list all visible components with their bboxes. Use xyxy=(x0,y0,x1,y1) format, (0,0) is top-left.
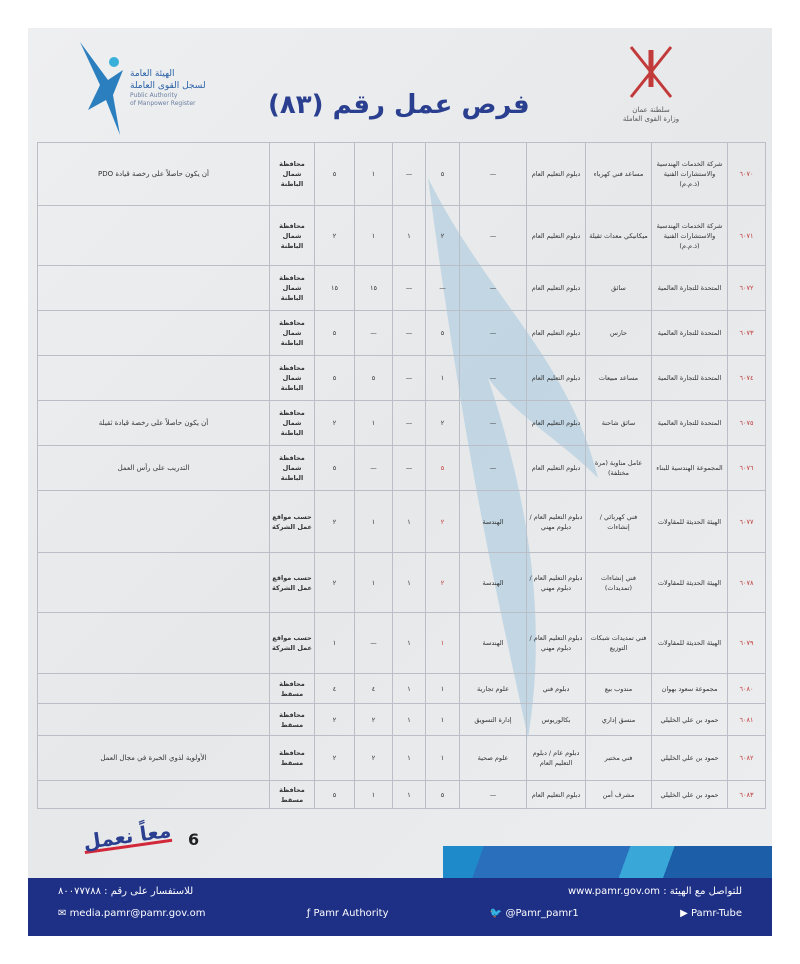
qualification-cell: دبلوم التعليم العام xyxy=(527,446,586,491)
company-cell: الهيئة الحديثة للمقاولات xyxy=(652,491,728,553)
job-code-cell: ٦٠٧٨ xyxy=(728,553,766,613)
company-cell: شركة الخدمات الهندسية والاستشارات الفنية (ذ.م.م) xyxy=(652,143,728,206)
table-row xyxy=(38,613,766,674)
job-code-cell: ٦٠٧٩ xyxy=(728,613,766,674)
logo-arabic-line2: لسجل القوى العاملة xyxy=(130,81,206,91)
count-4-cell: ١ xyxy=(315,613,355,674)
count-2-cell: ١ xyxy=(393,736,426,781)
specialization-cell: علوم صحية xyxy=(460,736,527,781)
website-contact[interactable]: للتواصل مع الهيئة : www.pamr.gov.om xyxy=(567,886,742,897)
notes-cell: أن يكون حاصلاً على رخصة قيادة PDO xyxy=(38,143,270,206)
table-row xyxy=(38,143,766,206)
location-cell: محافظة شمال الباطنة xyxy=(270,206,315,266)
twitter-link[interactable]: 🐦 @Pamr_pamr1 xyxy=(489,908,579,919)
count-4-cell: ٢ xyxy=(315,491,355,553)
job-code-cell: ٦٠٨٠ xyxy=(728,674,766,704)
count-1-cell: ٥ xyxy=(426,143,460,206)
logo-english-line1: Public Authority xyxy=(130,92,178,99)
specialization-cell: إدارة التسويق xyxy=(460,704,527,736)
count-4-cell: ٢ xyxy=(315,704,355,736)
count-3-cell: — xyxy=(355,446,393,491)
job-code-cell: ٦٠٧١ xyxy=(728,206,766,266)
qualification-cell: دبلوم التعليم العام xyxy=(527,401,586,446)
notes-cell xyxy=(38,613,270,674)
count-4-cell: ٢ xyxy=(315,401,355,446)
company-cell: المتحدة للتجارة العالمية xyxy=(652,311,728,356)
job-title-cell: مساعد فني كهرباء xyxy=(586,143,652,206)
location-cell: محافظة شمال الباطنة xyxy=(270,356,315,401)
facebook-text: Pamr Authority xyxy=(313,908,389,919)
location-cell: محافظة مسقط xyxy=(270,704,315,736)
national-emblem xyxy=(616,42,686,142)
location-cell: حسب مواقع عمل الشركة xyxy=(270,613,315,674)
count-2-cell: ١ xyxy=(393,553,426,613)
company-cell: المجموعة الهندسية للبناء xyxy=(652,446,728,491)
count-1-cell: ١ xyxy=(426,613,460,674)
count-2-cell: ١ xyxy=(393,674,426,704)
job-code-cell: ٦٠٨٣ xyxy=(728,781,766,809)
table-row xyxy=(38,401,766,446)
qualification-cell: دبلوم التعليم العام / دبلوم مهني xyxy=(527,553,586,613)
location-cell: محافظة مسقط xyxy=(270,736,315,781)
location-cell: محافظة شمال الباطنة xyxy=(270,143,315,206)
youtube-text: Pamr-Tube xyxy=(690,908,742,919)
notes-cell xyxy=(38,266,270,311)
job-code-cell: ٦٠٧٥ xyxy=(728,401,766,446)
job-code-cell: ٦٠٧٦ xyxy=(728,446,766,491)
qualification-cell: دبلوم التعليم العام xyxy=(527,266,586,311)
count-1-cell: ٥ xyxy=(426,446,460,491)
count-2-cell: ١ xyxy=(393,491,426,553)
job-code-cell: ٦٠٧٢ xyxy=(728,266,766,311)
company-cell: المتحدة للتجارة العالمية xyxy=(652,356,728,401)
table-row xyxy=(38,781,766,809)
specialization-cell: — xyxy=(460,311,527,356)
specialization-cell: الهندسة xyxy=(460,613,527,674)
qualification-cell: دبلوم التعليم العام / دبلوم مهني xyxy=(527,491,586,553)
count-2-cell: ١ xyxy=(393,781,426,809)
count-3-cell: ١ xyxy=(355,401,393,446)
company-cell: المتحدة للتجارة العالمية xyxy=(652,401,728,446)
location-cell: محافظة شمال الباطنة xyxy=(270,311,315,356)
specialization-cell: — xyxy=(460,446,527,491)
count-3-cell: ١ xyxy=(355,206,393,266)
table-row xyxy=(38,266,766,311)
job-code-cell: ٦٠٨٢ xyxy=(728,736,766,781)
emblem-text-1: سلطنة عمان xyxy=(632,106,670,114)
qualification-cell: دبلوم التعليم العام xyxy=(527,143,586,206)
count-3-cell: — xyxy=(355,311,393,356)
company-cell: مجموعة سعود بهوان xyxy=(652,674,728,704)
job-title-cell: مندوب بيع xyxy=(586,674,652,704)
specialization-cell: الهندسة xyxy=(460,491,527,553)
job-title-cell: منسق إداري xyxy=(586,704,652,736)
runner-figure-icon xyxy=(78,40,128,140)
table-row xyxy=(38,446,766,491)
count-2-cell: — xyxy=(393,401,426,446)
specialization-cell: علوم تجارية xyxy=(460,674,527,704)
count-1-cell: ٥ xyxy=(426,781,460,809)
notes-cell xyxy=(38,491,270,553)
facebook-link[interactable]: ƒ Pamr Authority xyxy=(306,908,389,919)
count-4-cell: ٥ xyxy=(315,311,355,356)
twitter-text: @Pamr_pamr1 xyxy=(505,908,579,919)
qualification-cell: دبلوم التعليم العام xyxy=(527,356,586,401)
notes-cell: أن يكون حاصلاً على رخصة قيادة ثقيلة xyxy=(38,401,270,446)
count-2-cell: — xyxy=(393,311,426,356)
count-1-cell: ١ xyxy=(426,356,460,401)
count-4-cell: ٥ xyxy=(315,356,355,401)
count-3-cell: ٢ xyxy=(355,736,393,781)
company-cell: حمود بن علي الخليلي xyxy=(652,704,728,736)
notes-cell xyxy=(38,781,270,809)
location-cell: محافظة شمال الباطنة xyxy=(270,266,315,311)
job-code-cell: ٦٠٨١ xyxy=(728,704,766,736)
location-cell: حسب مواقع عمل الشركة xyxy=(270,553,315,613)
notes-cell: التدريب على رأس العمل xyxy=(38,446,270,491)
logo-english-line2: of Manpower Register xyxy=(130,100,196,107)
email-link[interactable]: ✉ media.pamr@pamr.gov.om xyxy=(58,908,206,919)
notes-cell xyxy=(38,206,270,266)
qualification-cell: دبلوم عام / دبلوم التعليم العام xyxy=(527,736,586,781)
location-cell: محافظة مسقط xyxy=(270,674,315,704)
page-number: 6 xyxy=(188,830,200,849)
inquiry-phone: للاستفسار على رقم : ٨٠٠٧٧٧٨٨ xyxy=(58,886,194,897)
count-4-cell: ٤ xyxy=(315,674,355,704)
count-4-cell: ٢ xyxy=(315,736,355,781)
notes-cell xyxy=(38,704,270,736)
qualification-cell: دبلوم التعليم العام xyxy=(527,206,586,266)
job-table xyxy=(37,142,766,809)
table-row xyxy=(38,491,766,553)
count-3-cell: ١ xyxy=(355,143,393,206)
count-4-cell: ١٥ xyxy=(315,266,355,311)
khanjar-emblem-icon xyxy=(626,42,676,102)
count-1-cell: ١ xyxy=(426,674,460,704)
count-2-cell: ١ xyxy=(393,613,426,674)
count-1-cell: ١ xyxy=(426,736,460,781)
job-title-cell: فني مختبر xyxy=(586,736,652,781)
location-cell: حسب مواقع عمل الشركة xyxy=(270,491,315,553)
count-3-cell: ٢ xyxy=(355,704,393,736)
count-2-cell: — xyxy=(393,266,426,311)
company-cell: الهيئة الحديثة للمقاولات xyxy=(652,613,728,674)
decorative-stripe xyxy=(443,846,772,878)
count-3-cell: ٤ xyxy=(355,674,393,704)
job-title-cell: فني تمديدات شبكات التوزيع xyxy=(586,613,652,674)
job-code-cell: ٦٠٧٧ xyxy=(728,491,766,553)
count-1-cell: ٥ xyxy=(426,311,460,356)
count-1-cell: ٢ xyxy=(426,206,460,266)
emblem-text-2: وزارة القوى العاملة xyxy=(622,115,680,123)
count-3-cell: ١ xyxy=(355,781,393,809)
location-cell: محافظة شمال الباطنة xyxy=(270,446,315,491)
specialization-cell: — xyxy=(460,781,527,809)
job-title-cell: مساعد مبيعات xyxy=(586,356,652,401)
company-cell: الهيئة الحديثة للمقاولات xyxy=(652,553,728,613)
job-title-cell: سائق xyxy=(586,266,652,311)
job-code-cell: ٦٠٧٠ xyxy=(728,143,766,206)
count-1-cell: ٢ xyxy=(426,553,460,613)
notes-cell: الأولوية لذوي الخبرة في مجال العمل xyxy=(38,736,270,781)
table-row xyxy=(38,206,766,266)
job-code-cell: ٦٠٧٤ xyxy=(728,356,766,401)
authority-logo xyxy=(78,40,258,140)
specialization-cell: — xyxy=(460,143,527,206)
count-1-cell: ١ xyxy=(426,704,460,736)
job-code-cell: ٦٠٧٣ xyxy=(728,311,766,356)
job-title-cell: حارس xyxy=(586,311,652,356)
company-cell: المتحدة للتجارة العالمية xyxy=(652,266,728,311)
count-2-cell: — xyxy=(393,356,426,401)
qualification-cell: دبلوم التعليم العام xyxy=(527,311,586,356)
company-cell: حمود بن علي الخليلي xyxy=(652,736,728,781)
count-2-cell: ١ xyxy=(393,704,426,736)
qualification-cell: دبلوم التعليم العام xyxy=(527,781,586,809)
notes-cell xyxy=(38,674,270,704)
qualification-cell: دبلوم فني xyxy=(527,674,586,704)
count-4-cell: ٥ xyxy=(315,446,355,491)
specialization-cell: الهندسة xyxy=(460,553,527,613)
specialization-cell: — xyxy=(460,356,527,401)
logo-arabic-line1: الهيئة العامة xyxy=(130,69,175,79)
count-1-cell: ٢ xyxy=(426,491,460,553)
job-title-cell: عامل مناوبة (مرة مختلفة) xyxy=(586,446,652,491)
company-cell: شركة الخدمات الهندسية والاستشارات الفنية (ذ.م.م) xyxy=(652,206,728,266)
job-title-cell: فني كهربائي / إنشاءات xyxy=(586,491,652,553)
count-3-cell: — xyxy=(355,613,393,674)
count-3-cell: ١ xyxy=(355,553,393,613)
table-row xyxy=(38,356,766,401)
table-row xyxy=(38,736,766,781)
count-4-cell: ٢ xyxy=(315,206,355,266)
company-cell: حمود بن علي الخليلي xyxy=(652,781,728,809)
table-row xyxy=(38,311,766,356)
count-4-cell: ٥ xyxy=(315,143,355,206)
document-page xyxy=(28,28,772,936)
notes-cell xyxy=(38,553,270,613)
count-3-cell: ٥ xyxy=(355,356,393,401)
count-3-cell: ١٥ xyxy=(355,266,393,311)
email-text: media.pamr@pamr.gov.om xyxy=(69,908,206,919)
youtube-link[interactable]: ▶ Pamr-Tube xyxy=(680,908,742,919)
location-cell: محافظة مسقط xyxy=(270,781,315,809)
notes-cell xyxy=(38,356,270,401)
count-2-cell: — xyxy=(393,446,426,491)
specialization-cell: — xyxy=(460,266,527,311)
page-title: فرص عمل رقم (٨٣) xyxy=(268,90,530,120)
count-2-cell: ١ xyxy=(393,206,426,266)
location-cell: محافظة شمال الباطنة xyxy=(270,401,315,446)
count-1-cell: ٢ xyxy=(426,401,460,446)
notes-cell xyxy=(38,311,270,356)
count-2-cell: — xyxy=(393,143,426,206)
job-title-cell: ميكانيكي معدات ثقيلة xyxy=(586,206,652,266)
table-row xyxy=(38,704,766,736)
count-1-cell: — xyxy=(426,266,460,311)
job-title-cell: فني إنشاءات (تمديدات) xyxy=(586,553,652,613)
count-4-cell: ٢ xyxy=(315,553,355,613)
job-title-cell: سائق شاحنة xyxy=(586,401,652,446)
brand-slogan: معاً نعمل xyxy=(81,817,173,855)
specialization-cell: — xyxy=(460,401,527,446)
job-title-cell: مشرف أمن xyxy=(586,781,652,809)
footer-bar xyxy=(28,878,772,936)
qualification-cell: دبلوم التعليم العام / دبلوم مهني xyxy=(527,613,586,674)
count-4-cell: ٥ xyxy=(315,781,355,809)
qualification-cell: بكالوريوس xyxy=(527,704,586,736)
specialization-cell: — xyxy=(460,206,527,266)
table-row xyxy=(38,674,766,704)
count-3-cell: ١ xyxy=(355,491,393,553)
table-row xyxy=(38,553,766,613)
